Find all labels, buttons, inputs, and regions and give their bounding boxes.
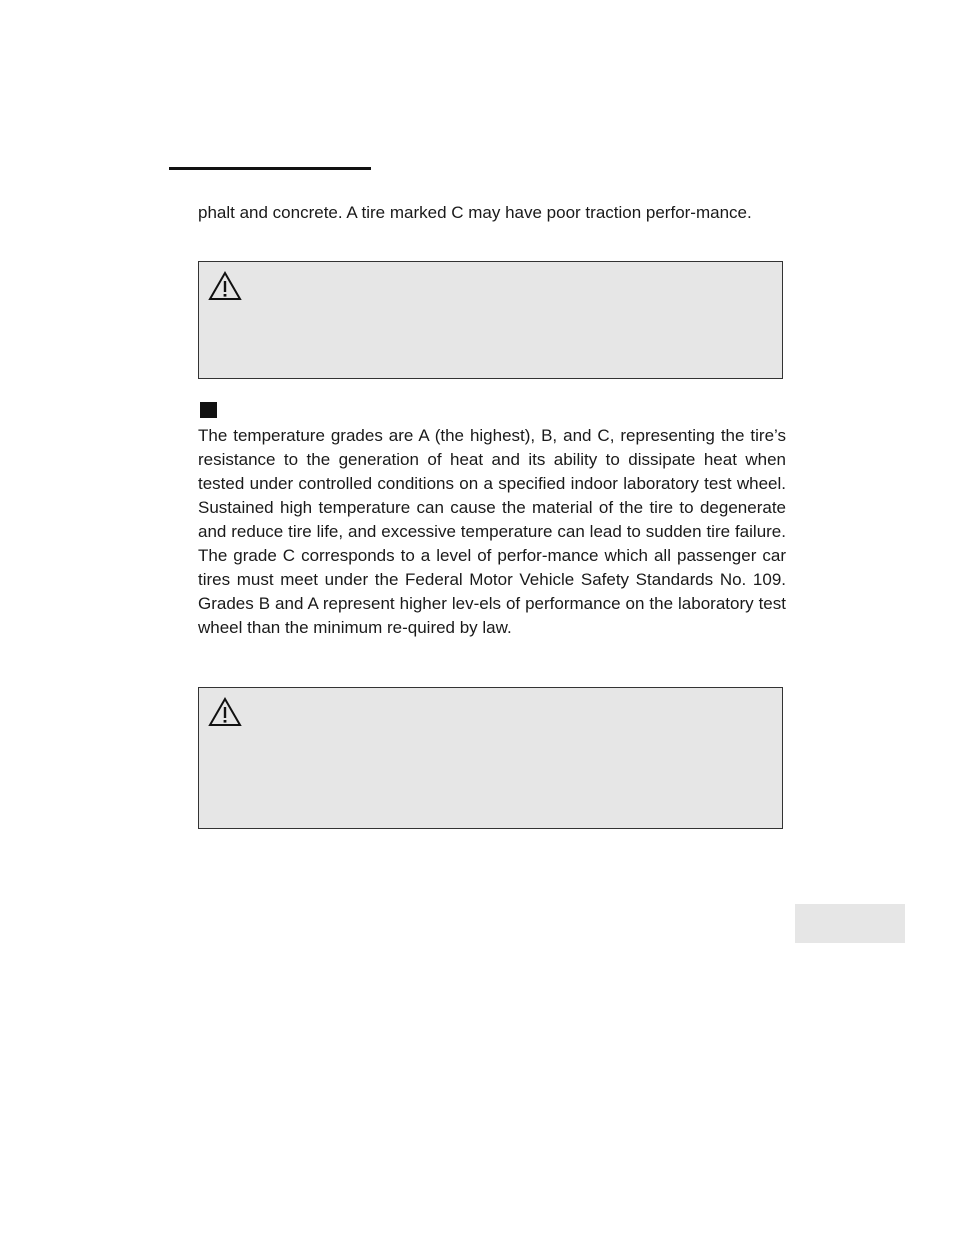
warning-triangle-icon — [208, 271, 242, 301]
warning-box — [198, 687, 783, 829]
warning-triangle-icon — [208, 697, 242, 727]
warning-box — [198, 261, 783, 379]
intro-paragraph: phalt and concrete. A tire marked C may have poor traction perfor-mance. — [198, 203, 752, 222]
chapter-thumb-tab — [795, 904, 905, 943]
temperature-grades-paragraph: The temperature grades are A (the highest), B, and C, representing the tire’s resistance to the generation of heat and its ability to dissipate heat when tested under controlled conditions on a specified indoor laboratory test wheel. Sustained high temperature can cause the material of the tire to degenerate and reduce tire life, and excessive temperature can lead to sudden tire failure. The grade C corresponds to a level of perfor-mance which all passenger car tires must meet under the Federal Motor Vehicle Safety Standards No. 109. Grades B and A represent higher lev-els of performance on the laboratory test wheel than the minimum re-quired by law. — [198, 426, 786, 637]
header-rule — [169, 167, 371, 170]
section-marker-square — [200, 402, 217, 418]
